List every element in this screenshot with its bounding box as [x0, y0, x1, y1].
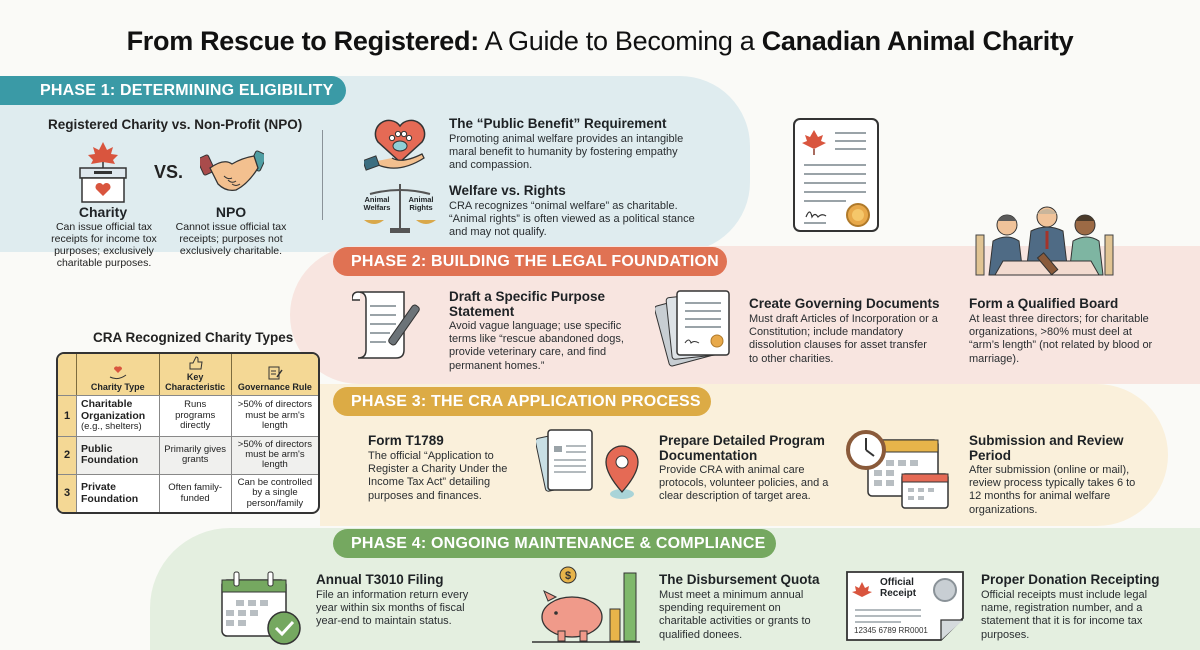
charity-vs-npo-title: Registered Charity vs. Non-Profit (NPO)	[48, 117, 303, 132]
column-divider	[322, 130, 323, 220]
table-header-row	[58, 354, 318, 395]
column-header-governance-rule: Governance Rule	[231, 354, 318, 395]
governing-documents-icon	[655, 285, 735, 369]
scale-label-welfare: Animal Welfars	[363, 195, 391, 212]
donation-receipting-text: Official receipts must include legal name, registration number, and a statement that it is for income tax purposes.	[981, 589, 1148, 641]
board-meeting-icon	[975, 205, 1125, 277]
scroll-pen-icon	[352, 288, 424, 364]
governing-documents-text: Must draft Articles of Incorporation or a Constitution; include mandatory dissolution clauses for asset transfer to other charities.	[749, 313, 938, 365]
document-edit-icon	[266, 366, 284, 380]
disbursement-quota-text: Must meet a minimum annual spending requirement on charitable activities or grants to qualified donees.	[659, 589, 811, 641]
submission-review-title: Submission and Review Period	[969, 433, 1124, 464]
charity-donation-box-icon	[76, 140, 130, 204]
hand-heart-paw-icon	[364, 110, 434, 178]
governing-documents-title: Create Governing Documents	[749, 296, 940, 311]
form-t1789-title: Form T1789	[368, 433, 444, 448]
charity-description: Can issue official tax receipts for income tox purposes; exclusively charitable purposes.	[51, 221, 157, 270]
charity-types-title: CRA Recognized Charity Types	[93, 330, 294, 345]
qualified-board-title: Form a Qualified Board	[969, 296, 1119, 311]
table-row: 1 Charitable Organization (e.g., shelters) Runs programs directly >50% of directors must be arm's length	[58, 395, 318, 436]
npo-label: NPO	[215, 204, 247, 220]
form-t1789-text: The official “Application to Register a Charity Under the Income Tax Act” detailing purposes and finances.	[368, 450, 508, 502]
certificate-document-icon	[790, 115, 900, 240]
svg-text:$: $	[564, 570, 572, 582]
donation-receipting-title: Proper Donation Receipting	[981, 572, 1160, 587]
vs-label: VS.	[154, 162, 184, 182]
column-header-charity-type: Charity Type	[76, 354, 159, 395]
calendar-check-icon	[216, 570, 306, 648]
receipt-label: Official Receipt	[880, 577, 917, 599]
table-row: 2 Public Foundation Primarily gives grants >50% of directors must be arm's length	[58, 436, 318, 474]
public-benefit-text: Promoting animal welfare provides an intangible maral benefit to humanity by fostering empathy and compassion.	[449, 133, 684, 172]
column-header-key-characteristic: Key Characteristic	[159, 354, 231, 395]
submission-review-text: After submission (online or mail), review process typically takes 6 to 12 months for animal welfare organizations.	[969, 464, 1136, 516]
documents-location-icon	[536, 424, 646, 504]
handshake-icon	[200, 150, 264, 194]
phase1-header: PHASE 1: DETERMINING ELIGIBILITY	[0, 76, 346, 105]
thumbs-up-icon	[186, 356, 204, 370]
qualified-board-text: At least three directors; for charitable organizations, >80% must deel at “arm’s length” (not related by blood or marriage).	[969, 313, 1153, 365]
charity-types-table	[56, 352, 320, 514]
purpose-statement-text: Avoid vague language; use specific terms like “rescue abandoned dogs, provide veterinary care, and find permanent homes.”	[449, 320, 624, 372]
charity-label: Charity	[78, 204, 128, 220]
piggy-bank-chart-icon	[530, 565, 642, 647]
receipt-number: 12345 6789 RR0001	[854, 626, 928, 635]
npo-description: Cannot issue official tax receipts; purposes not exclusively charitable.	[175, 221, 287, 258]
disbursement-quota-title: The Disbursement Quota	[659, 572, 820, 587]
infographic-title: From Rescue to Registered: A Guide to Becoming a Canadian Animal Charity	[126, 26, 1074, 56]
t3010-filing-title: Annual T3010 Filing	[316, 572, 444, 587]
clock-calendar-icon	[846, 428, 954, 512]
table-row: 3 Private Foundation Often family-funded Can be controlled by a single person/family	[58, 474, 318, 512]
program-documentation-text: Provide CRA with animal care protocols, volunteer policies, and a clear description of target area.	[659, 464, 829, 503]
phase3-header: PHASE 3: THE CRA APPLICATION PROCESS	[333, 387, 711, 416]
purpose-statement-title: Draft a Specific Purpose Statement	[449, 289, 606, 320]
scale-label-rights: Animal Rights	[408, 195, 434, 212]
t3010-filing-text: File an information return every year within six months of fiscal year-end to maintain status.	[316, 589, 469, 628]
welfare-vs-rights-text: CRA recognizes “onimal welfare” as charitable. “Animal rights” is often viewed as a political stance and may not qualify.	[449, 200, 695, 239]
public-benefit-title: The “Public Benefit” Requirement	[449, 116, 667, 131]
program-documentation-title: Prepare Detailed Program Documentation	[659, 433, 825, 464]
welfare-vs-rights-title: Welfare vs. Rights	[449, 183, 566, 198]
phase2-header: PHASE 2: BUILDING THE LEGAL FOUNDATION	[333, 247, 727, 276]
phase4-header: PHASE 4: ONGOING MAINTENANCE & COMPLIANCE	[333, 529, 776, 558]
hand-heart-icon	[109, 366, 127, 380]
